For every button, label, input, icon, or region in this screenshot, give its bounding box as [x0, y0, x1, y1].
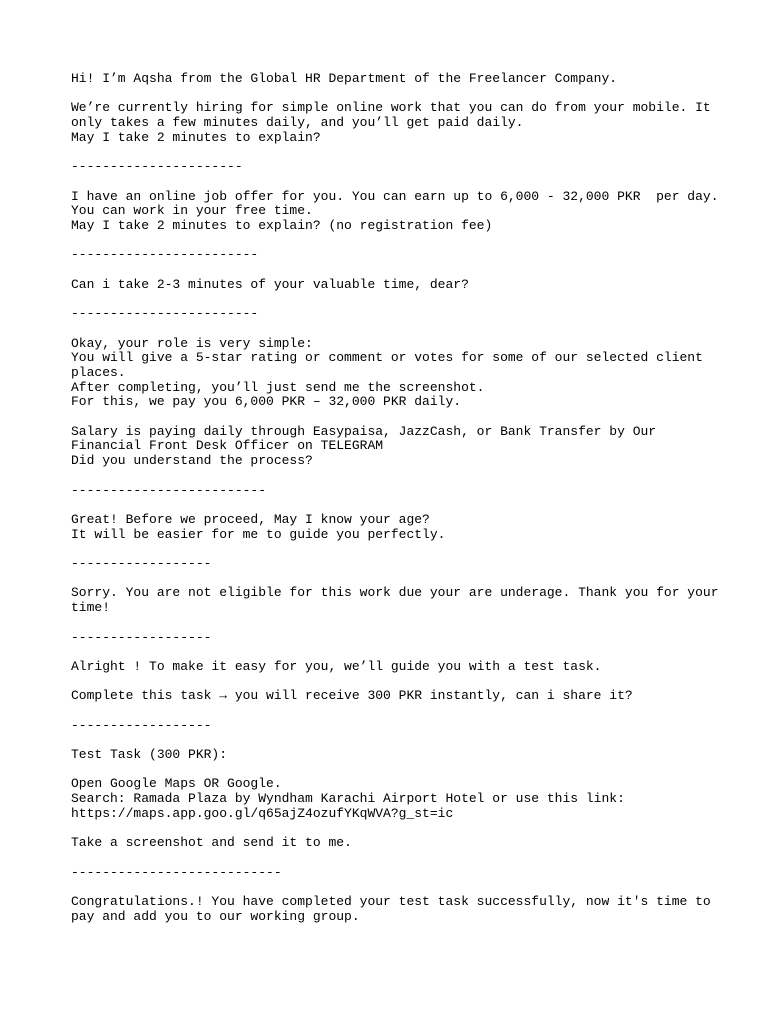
- separator-text: ------------------: [71, 556, 212, 572]
- message-line: You can work in your free time.: [71, 203, 313, 219]
- separator-text: ------------------: [71, 717, 212, 733]
- message-line: Sorry. You are not eligible for this work due your are underage. Thank you for your: [71, 585, 719, 601]
- message-paragraph: [71, 836, 711, 851]
- message-paragraph: [71, 689, 711, 704]
- message-line: time!: [71, 600, 111, 616]
- message-paragraph: [71, 101, 711, 145]
- separator-text: ------------------: [71, 629, 212, 645]
- separator-text: ---------------------------: [71, 864, 282, 880]
- separator-line: [71, 248, 711, 263]
- message-paragraph: [71, 585, 719, 616]
- message-line: Did you understand the process?: [71, 453, 313, 469]
- separator-line: [71, 631, 711, 646]
- message-line: It will be easier for me to guide you perfectly.: [71, 526, 446, 542]
- message-paragraph: [71, 72, 711, 87]
- separator-line: [71, 557, 711, 572]
- separator-line: [71, 719, 711, 734]
- message-line: Okay, your role is very simple:: [71, 335, 313, 351]
- separator-line: [71, 866, 711, 881]
- message-line: Financial Front Desk Officer on TELEGRAM: [71, 438, 384, 454]
- message-line: May I take 2 minutes to explain? (no registration fee): [71, 217, 493, 233]
- document-body: [71, 71, 719, 939]
- separator-line: [71, 160, 711, 175]
- message-line: May I take 2 minutes to explain?: [71, 129, 321, 145]
- message-paragraph: [71, 278, 711, 293]
- message-paragraph: [71, 777, 711, 821]
- separator-text: -------------------------: [71, 482, 267, 498]
- message-line: Great! Before we proceed, May I know your age?: [71, 511, 430, 527]
- message-line: For this, we pay you 6,000 PKR – 32,000 PKR daily.: [71, 394, 462, 410]
- message-line: I have an online job offer for you. You can earn up to 6,000 - 32,000 PKR per day.: [71, 188, 719, 204]
- separator-line: [71, 307, 711, 322]
- message-line: Search: Ramada Plaza by Wyndham Karachi Airport Hotel or use this link:: [71, 791, 625, 807]
- message-line: Open Google Maps OR Google.: [71, 776, 282, 792]
- separator-text: ------------------------: [71, 247, 259, 263]
- message-paragraph: [71, 660, 711, 675]
- message-line: Complete this task → you will receive 300 PKR instantly, can i share it?: [71, 688, 633, 704]
- message-paragraph: [71, 337, 711, 411]
- separator-text: ----------------------: [71, 159, 243, 175]
- separator-line: [71, 484, 711, 499]
- message-line: Can i take 2-3 minutes of your valuable time, dear?: [71, 276, 469, 292]
- message-paragraph: [71, 895, 711, 924]
- message-paragraph: [71, 513, 711, 542]
- message-line: pay and add you to our working group.: [71, 908, 360, 924]
- message-line: Congratulations.! You have completed your test task successfully, now it's time to: [71, 894, 711, 910]
- message-line: We’re currently hiring for simple online work that you can do from your mobile. It: [71, 100, 711, 116]
- message-line: Test Task (300 PKR):: [71, 747, 228, 763]
- message-line: You will give a 5-star rating or comment or votes for some of our selected client: [71, 350, 703, 366]
- separator-text: ------------------------: [71, 306, 259, 322]
- message-line: Take a screenshot and send it to me.: [71, 835, 352, 851]
- message-line: Hi! I’m Aqsha from the Global HR Department of the Freelancer Company.: [71, 71, 618, 86]
- message-line: only takes a few minutes daily, and you’ll get paid daily.: [71, 115, 524, 131]
- message-line: Salary is paying daily through Easypaisa, JazzCash, or Bank Transfer by Our: [71, 423, 657, 439]
- message-paragraph: [71, 188, 719, 234]
- message-paragraph: [71, 425, 711, 469]
- message-line: After completing, you’ll just send me the screenshot.: [71, 379, 485, 395]
- message-paragraph: [71, 748, 711, 763]
- message-line: https://maps.app.goo.gl/q65ajZ4ozufYKqWVA?g_st=ic: [71, 805, 454, 821]
- message-line: places.: [71, 364, 126, 380]
- message-line: Alright ! To make it easy for you, we’ll guide you with a test task.: [71, 658, 602, 674]
